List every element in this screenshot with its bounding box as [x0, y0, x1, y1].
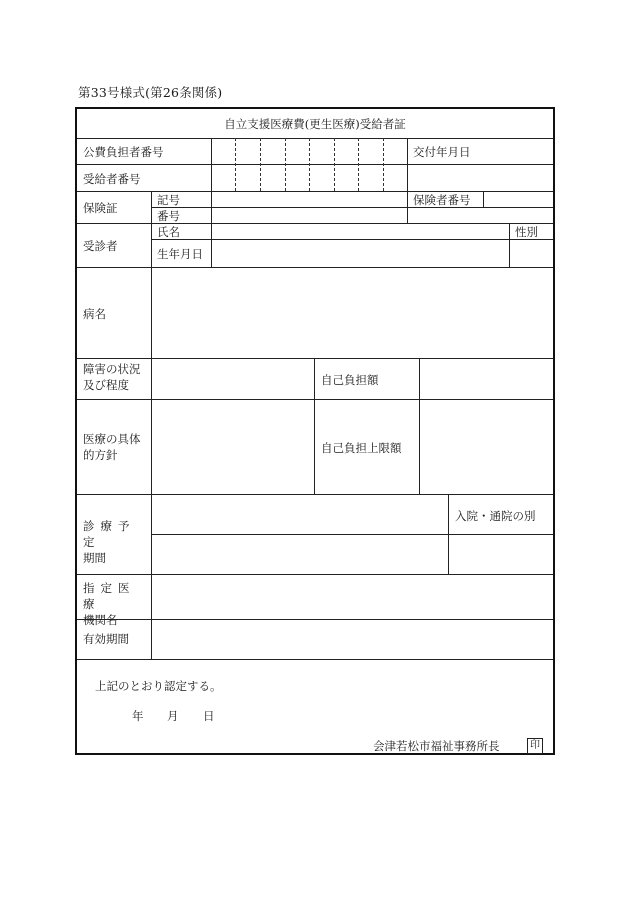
row-divider [77, 164, 553, 165]
day-label: 日 [203, 709, 215, 723]
inpatient-outpatient-label: 入院・通院の別 [455, 509, 536, 523]
digit-divider [260, 138, 261, 191]
insurance-card-label: 保険証 [83, 201, 118, 215]
row-divider [77, 267, 553, 268]
gender-label: 性別 [515, 225, 538, 239]
digit-divider [285, 138, 286, 191]
disease-name-label: 病名 [83, 307, 106, 321]
form-number-label: 第33号様式(第26条関係) [78, 85, 223, 100]
medical-institution-label: 指定医療 機関名 [83, 581, 136, 627]
name-label: 氏名 [157, 225, 180, 239]
column-divider [407, 138, 408, 191]
row-divider [77, 659, 553, 660]
month-label: 月 [167, 709, 179, 723]
recipient-number-label: 受給者番号 [83, 172, 141, 186]
column-divider [419, 358, 420, 494]
row-divider [77, 358, 553, 359]
issuer-name: 会津若松市福祉事務所長 [373, 739, 500, 753]
disability-label: 障害の状況 及び程度 [83, 362, 141, 392]
year-label: 年 [132, 709, 144, 723]
treatment-policy-label: 医療の具体 的方針 [83, 432, 141, 462]
certificate-form [75, 107, 555, 755]
official-seal-box: 印 [527, 738, 543, 754]
column-divider [151, 191, 152, 659]
patient-label: 受診者 [83, 239, 118, 253]
number-label: 番号 [157, 209, 180, 223]
birth-date-label: 生年月日 [157, 247, 203, 261]
digit-divider [383, 138, 384, 191]
column-divider [211, 138, 212, 267]
digit-divider [334, 138, 335, 191]
treatment-period-label: 診療予定 期間 [83, 519, 136, 565]
row-divider [77, 138, 553, 139]
row-divider [77, 574, 553, 575]
symbol-label: 記号 [157, 193, 180, 207]
column-divider [448, 494, 449, 574]
row-divider [77, 494, 553, 495]
valid-period-label: 有効期間 [83, 632, 129, 646]
column-divider [483, 191, 484, 207]
digit-divider [309, 138, 310, 191]
row-divider [151, 534, 553, 535]
insurer-number-label: 保険者番号 [413, 193, 471, 207]
public-payer-number-label: 公費負担者番号 [83, 145, 164, 159]
digit-divider [358, 138, 359, 191]
certification-statement: 上記のとおり認定する。 [95, 679, 222, 693]
column-divider [314, 358, 315, 494]
column-divider [509, 223, 510, 267]
row-divider [77, 399, 553, 400]
self-pay-limit-label: 自己負担上限額 [321, 441, 402, 455]
digit-divider [235, 138, 236, 191]
form-title: 自立支援医療費(更生医療)受給者証 [224, 117, 406, 131]
row-divider [77, 223, 553, 224]
self-pay-amount-label: 自己負担額 [321, 373, 379, 387]
issue-date-label: 交付年月日 [413, 145, 471, 159]
column-divider [407, 191, 408, 223]
row-divider [77, 191, 553, 192]
